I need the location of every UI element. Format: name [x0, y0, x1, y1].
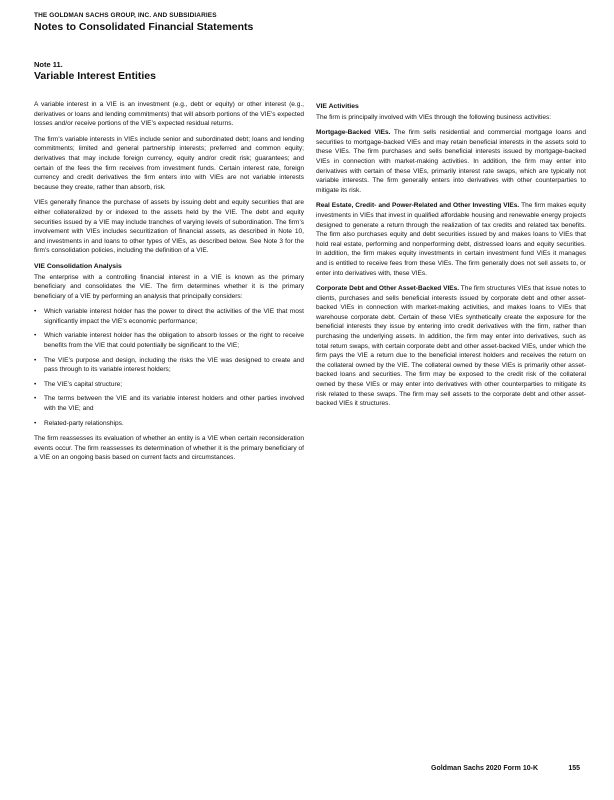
note-number: Note 11.: [34, 60, 63, 69]
paragraph: [316, 201, 586, 278]
list-item: • The VIE’s purpose and design, including the risks the VIE was designed to create and pass through to its variable interest holders;: [34, 356, 304, 375]
paragraph: The firm reassesses its evaluation of whether an entity is a VIE when certain reconsideration events occur. The firm reassesses its determination of whether it is the primary beneficiary of a VIE on an ongoing basis based on current facts and circumstances.: [34, 435, 304, 462]
page-title: Notes to Consolidated Financial Statements: [34, 21, 254, 33]
paragraph-lead: Corporate Debt and Other Asset-Backed VIEs.: [316, 285, 460, 293]
paragraph: A variable interest in a VIE is an investment (e.g., debt or equity) or other interest (e.g., derivatives or loans and lending commitments) that will absorb portions of the VIE’s expected losses and/or receive portions of the VIE’s expected residual returns.: [34, 101, 304, 128]
section-heading: VIE Consolidation Analysis: [34, 262, 122, 270]
paragraph: [316, 284, 586, 409]
bullet-list: [34, 307, 304, 428]
list-item: • The VIE’s capital structure;: [34, 380, 304, 390]
company-name: THE GOLDMAN SACHS GROUP, INC. AND SUBSIDIARIES: [34, 12, 217, 19]
list-item: • Which variable interest holder has the obligation to absorb losses or the right to receive benefits from the VIE that could potentially be significant to the VIE;: [34, 331, 304, 350]
list-item: • Related-party relationships.: [34, 419, 304, 429]
paragraph-body: The firm sells residential and commercial mortgage loans and securities to mortgage-backed VIEs and may retain beneficial interests in the assets sold to these VIEs. The firm purchases and sells beneficial interests issued by mortgage-backed VIEs in connection with market-making activities. In addition, the firm may enter into derivatives with certain of these VIEs, primarily interest rate swaps, which are typically not variable interests. The firm generally enters into derivatives with other counterparties to mitigate its risk.: [316, 129, 586, 194]
report-name: Goldman Sachs 2020 Form 10-K: [431, 765, 538, 772]
right-column: [316, 100, 586, 415]
paragraph-lead: Mortgage-Backed VIEs.: [316, 129, 391, 137]
paragraph-body: The firm makes equity investments in VIEs that invest in qualified affordable housing and renewable energy projects designed to generate a return through the realization of tax credits and related tax benefits. The firm also purchases equity and debt securities issued by and makes loans to VIEs that hold real estate, performing and nonperforming debt, distressed loans and equity securities. In addition, the firm makes equity investments in certain investment fund VIEs it manages and is entitled to receive fees from these VIEs. The firm generally does not sell assets to, or enter into derivatives with, these VIEs.: [316, 202, 586, 277]
paragraph: VIEs generally finance the purchase of assets by issuing debt and equity securities that are either collateralized by or indexed to the assets held by the VIE. The debt and equity securities issued by a VIE may include tranches of varying levels of subordination. The firm’s involvement with VIEs includes securitization of financial assets, as described in Note 10, and investments in and loans to other types of VIEs, as described below. See Note 3 for the firm’s consolidation policies, including the definition of a VIE.: [34, 199, 304, 255]
section-heading: VIE Activities: [316, 103, 359, 110]
list-item: • Which variable interest holder has the power to direct the activities of the VIE that most significantly impact the VIE’s economic performance;: [34, 307, 304, 326]
note-title: Variable Interest Entities: [34, 70, 156, 82]
paragraph: The enterprise with a controlling financial interest in a VIE is known as the primary beneficiary and consolidates the VIE. The firm determines whether it is the primary beneficiary of a VIE by performing an analysis that principally considers:: [34, 273, 304, 300]
paragraph-lead: Real Estate, Credit- and Power-Related and Other Investing VIEs.: [316, 202, 520, 210]
paragraph-body: The firm structures VIEs that issue notes to clients, purchases and sells beneficial interests issued by corporate debt and other asset-backed VIEs in connection with market-making activities, and makes loans to VIEs that warehouse corporate debt. Certain of these VIEs synthetically create the exposure for the beneficial interests they issue by entering into credit derivatives with the firm, rather than purchasing the underlying assets. In addition, the firm may enter into derivatives, such as total return swaps, with certain corporate debt and other asset-backed VIEs, under which the firm pays the VIE a return due to the beneficial interest holders and receives the return on the collateral owned by the VIE. The collateral owned by these VIEs is primarily other asset-backed loans and securities. The firm may be exposed to the credit risk of the collateral owned by these VIEs or may enter into derivatives with other counterparties to mitigate its risk related to these swaps. The firm may sell assets to the corporate debt and other asset-backed VIEs it structures.: [316, 285, 586, 408]
list-item: • The terms between the VIE and its variable interest holders and other parties involved with the VIE; and: [34, 394, 304, 413]
paragraph: The firm is principally involved with VIEs through the following business activities:: [316, 113, 552, 121]
paragraph: [316, 128, 586, 195]
page-number: 155: [568, 765, 580, 772]
left-column: [34, 100, 304, 469]
paragraph: The firm’s variable interests in VIEs include senior and subordinated debt; loans and lending commitments; limited and general partnership interests; preferred and common equity; derivatives that may include foreign currency, equity and/or credit risk; guarantees; and certain of the fees the firm receives from investment funds. Certain interest rate, foreign currency and credit derivatives the firm enters into with VIEs are not variable interests because they create, rather than absorb, risk.: [34, 135, 304, 191]
